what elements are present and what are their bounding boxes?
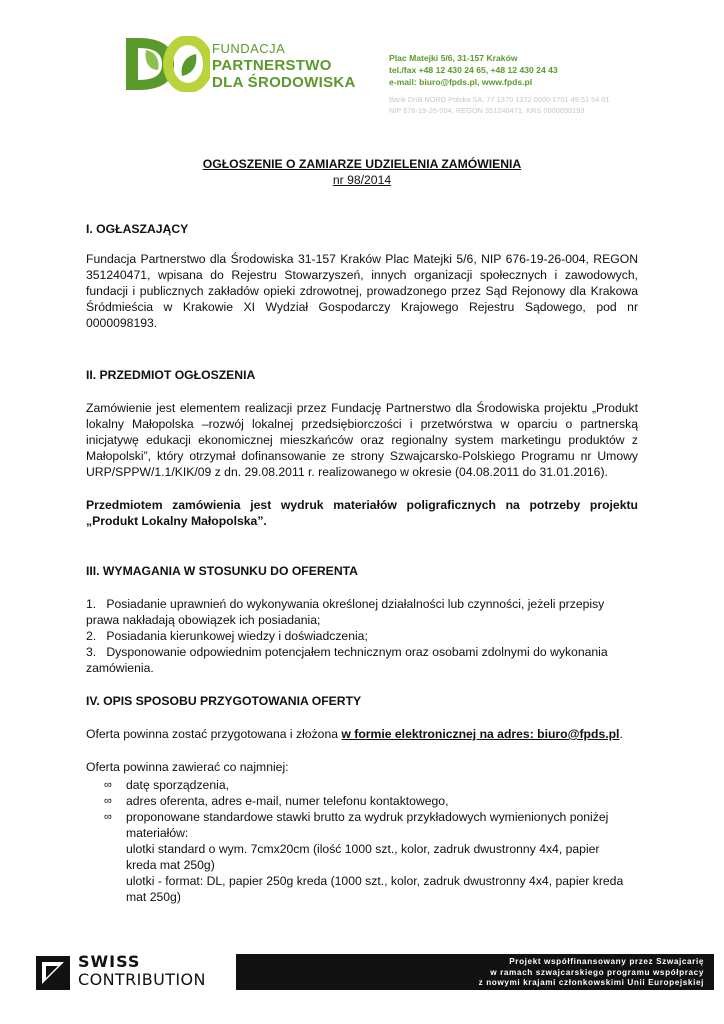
list-intro: Oferta powinna zawierać co najmniej: xyxy=(86,760,289,774)
section-4-heading: IV. OPIS SPOSOBU PRZYGOTOWANIA OFERTY xyxy=(86,694,362,708)
bank-account: Bank DnB NORD Polska SA, 77 1370 1372 0000 1701 49 51 54 01 xyxy=(389,95,610,104)
section-3-heading: III. WYMAGANIA W STOSUNKU DO OFERENTA xyxy=(86,564,358,578)
funding-notice-bar xyxy=(236,954,714,990)
material-item xyxy=(86,841,638,873)
infinity-bullet-icon: ∞ xyxy=(104,779,112,791)
section-2-heading: II. PRZEDMIOT OGŁOSZENIA xyxy=(86,368,256,382)
swiss-contribution-logo xyxy=(36,952,216,992)
logo-line-3: DLA ŚRODOWISKA xyxy=(212,74,356,91)
email-submission-link[interactable]: w formie elektronicznej na adres: biuro@fpds.pl xyxy=(341,727,620,741)
swiss-word: SWISS xyxy=(78,952,141,971)
list-item-text: datę sporządzenia, xyxy=(126,778,229,792)
section-1-text: Fundacja Partnerstwo dla Środowiska 31-157 Kraków Plac Matejki 5/6, NIP 676-19-26-004, REGON 351240471, wpisana do Rejestru Stowarzyszeń, innych organizacji społecznych i zawodowych, fundacji i publicznych zakładów opieki zdrowotnej, prowadzonego przez Sąd Rejonowy dla Krakowa Śródmieścia w Krakowie XI Wydział Gospodarczy Krajowego Rejestru Sądowego, pod nr 0000098193. xyxy=(86,252,638,330)
logo-line-1: FUNDACJA xyxy=(212,41,286,56)
list-item-text: proponowane standardowe stawki brutto za wydruk przykładowych wymienionych poniżej materiałów: xyxy=(126,810,609,840)
funding-line-1: Projekt współfinansowany przez Szwajcarię xyxy=(509,957,704,966)
funding-line-2: w ramach szwajcarskiego programu współpracy xyxy=(490,967,704,977)
foundation-name xyxy=(212,40,356,91)
title-line-1: OGŁOSZENIE O ZAMIARZE UDZIELENIA ZAMÓWIENIA xyxy=(202,157,522,171)
list-item xyxy=(104,777,638,793)
section-1-heading: I. OGŁASZAJĄCY xyxy=(86,222,189,236)
contribution-word: CONTRIBUTION xyxy=(78,970,206,989)
material-text-cont: mat 250g) xyxy=(126,890,181,904)
requirement-text: Posiadanie uprawnień do wykonywania określonej działalności lub czynności, jeżeli przepisy prawa nakładają obowiązek ich posiadania; xyxy=(86,597,605,627)
requirement-number: 1. xyxy=(86,597,97,611)
email-web: e-mail: biuro@fpds.pl, www.fpds.pl xyxy=(389,77,533,87)
requirements-list xyxy=(86,596,638,676)
material-text: ulotki standard o wym. 7cmx20cm (ilość 1000 szt., kolor, zadruk dwustronny 4x4, papier xyxy=(126,842,600,856)
requirement-number: 2. xyxy=(86,629,97,643)
registry-ids: NIP 676-19-26-004, REGON 351240471, KRS 0000098193 xyxy=(389,106,585,115)
list-item xyxy=(104,809,638,841)
requirement-number: 3. xyxy=(86,645,97,659)
material-text: ulotki - format: DL, papier 250g kreda (1000 szt., kolor, zadruk dwustronny 4x4, papier kreda xyxy=(126,874,624,888)
title-number: nr 98/2014 xyxy=(332,173,392,187)
list-item xyxy=(104,793,638,809)
section-2-subject: Przedmiotem zamówienia jest wydruk materiałów poligraficznych na potrzeby projektu „Produkt Lokalny Małopolska”. xyxy=(86,498,638,528)
requirement-item xyxy=(86,644,638,676)
phone: tel./fax +48 12 430 24 65, +48 12 430 24 43 xyxy=(389,65,558,75)
requirement-text: Posiadania kierunkowej wiedzy i doświadczenia; xyxy=(106,629,368,643)
bank-info xyxy=(389,94,610,116)
intro-text: Oferta powinna zostać przygotowana i złożona xyxy=(86,727,342,741)
material-item xyxy=(86,873,638,905)
document-title xyxy=(86,156,638,188)
requirement-item xyxy=(86,596,638,628)
offer-contents xyxy=(86,759,638,905)
contact-block xyxy=(389,52,558,88)
logo-line-2: PARTNERSTWO xyxy=(212,57,332,74)
foundation-logo-icon xyxy=(126,36,210,92)
requirement-item xyxy=(86,628,638,644)
section-2-text: Zamówienie jest elementem realizacji przez Fundację Partnerstwo dla Środowiska projektu „Produkt lokalny Małopolska –rozwój lokalnej przedsiębiorczości i przetwórstwa w oparciu o partnerską inicjatywę edukacji ekonomicznej mieszkańców oraz regionalny system marketingu produktów z Małopolski”, który otrzymał dofinansowanie ze strony Szwajcarsko-Polskiego Programu nr Umowy URP/SPPW/1.1/KIK/09 z dn. 29.08.2011 r. realizowanego w okresie (04.08.2011 do 31.01.2016). xyxy=(86,401,638,479)
offer-bullet-list xyxy=(86,777,638,841)
address: Plac Matejki 5/6, 31-157 Kraków xyxy=(389,53,518,63)
material-text-cont: kreda mat 250g) xyxy=(126,858,215,872)
list-item-text: adres oferenta, adres e-mail, numer telefonu kontaktowego, xyxy=(126,794,449,808)
section-4-intro xyxy=(86,726,638,742)
intro-end: . xyxy=(619,727,623,741)
infinity-bullet-icon: ∞ xyxy=(104,811,112,823)
swiss-flag-icon xyxy=(36,956,70,990)
infinity-bullet-icon: ∞ xyxy=(104,795,112,807)
funding-line-3: z nowymi krajami członkowskimi Unii Europejskiej xyxy=(478,978,704,987)
requirement-text: Dysponowanie odpowiednim potencjałem technicznym oraz osobami zdolnymi do wykonania zamówienia. xyxy=(86,645,608,675)
